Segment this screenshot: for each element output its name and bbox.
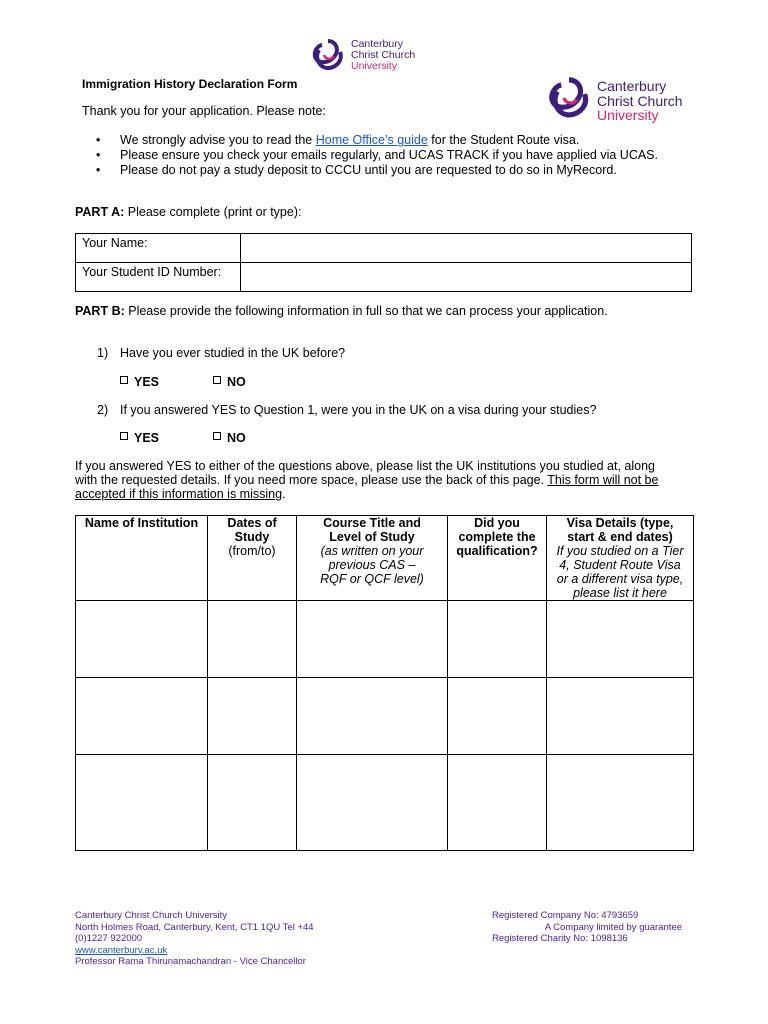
side-logo bbox=[545, 76, 695, 122]
qualification-cell[interactable] bbox=[448, 601, 547, 678]
header-completed-qualification: Did you complete the qualification? bbox=[448, 516, 547, 601]
website-link[interactable]: www.canterbury.ac.uk bbox=[75, 944, 168, 956]
table-row bbox=[76, 755, 694, 851]
header-visa-details: Visa Details (type, start & end dates) If you studied on a Tier 4, Student Route Visa or a different visa type, please list it here bbox=[547, 516, 694, 601]
qualification-cell[interactable] bbox=[448, 678, 547, 755]
list-item: • Please do not pay a study deposit to CCCU until you are requested to do so in MyRecord. bbox=[96, 163, 617, 177]
your-name-label: Your Name: bbox=[76, 234, 241, 263]
checkbox-icon[interactable] bbox=[213, 432, 221, 440]
header-name-of-institution: Name of Institution bbox=[76, 516, 208, 601]
q1-no-option[interactable]: NO bbox=[213, 375, 246, 389]
table-row bbox=[76, 678, 694, 755]
checkbox-icon[interactable] bbox=[213, 376, 221, 384]
logo-line-2: Christ Church bbox=[597, 92, 683, 109]
home-office-guide-link[interactable]: Home Office’s guide bbox=[315, 133, 428, 147]
student-id-label: Your Student ID Number: bbox=[76, 263, 241, 292]
part-a-heading: PART A: Please complete (print or type): bbox=[75, 205, 302, 219]
q2-no-option[interactable]: NO bbox=[213, 431, 246, 445]
study-history-table bbox=[75, 515, 694, 851]
checkbox-icon[interactable] bbox=[120, 376, 128, 384]
question-2: 2) If you answered YES to Question 1, were you in the UK on a visa during your studies? bbox=[97, 403, 597, 417]
university-crest-icon bbox=[545, 76, 593, 120]
footer-left: Canterbury Christ Church University North Holmes Road, Canterbury, Kent, CT1 1QU Tel +44 (0)1227 922000 www.canterbury.ac.uk Professor Rama Thirunamachandran - Vice Chancellor bbox=[75, 910, 314, 967]
qualification-cell[interactable] bbox=[448, 755, 547, 851]
q2-yes-option[interactable]: YES bbox=[120, 431, 159, 445]
header-logo bbox=[310, 38, 430, 74]
table-row bbox=[76, 601, 694, 678]
footer-right: Registered Company No: 4793659 A Company limited by guarantee Registered Charity No: 1098136 bbox=[492, 910, 682, 944]
checkbox-icon[interactable] bbox=[120, 432, 128, 440]
logo-line-3: University bbox=[597, 107, 659, 124]
university-crest-icon bbox=[310, 38, 346, 72]
header-dates-of-study: Dates of Study (from/to) bbox=[208, 516, 297, 601]
part-b-heading: PART B: Please provide the following information in full so that we can process your application. bbox=[75, 304, 608, 318]
table-header-row bbox=[76, 516, 694, 601]
institution-cell[interactable] bbox=[76, 755, 208, 851]
logo-line-1: Canterbury bbox=[597, 78, 667, 94]
student-id-field[interactable] bbox=[241, 263, 692, 292]
intro-text: Thank you for your application. Please note: bbox=[82, 104, 326, 118]
institution-cell[interactable] bbox=[76, 678, 208, 755]
bullet-list bbox=[96, 133, 658, 178]
visa-cell[interactable] bbox=[547, 601, 694, 678]
logo-line-2: Christ Church bbox=[351, 49, 416, 62]
header-course-title: Course Title and Level of Study (as written on your previous CAS – RQF or QCF level) bbox=[297, 516, 448, 601]
list-item: • Please ensure you check your emails regularly, and UCAS TRACK if you have applied via UCAS. bbox=[96, 148, 658, 162]
q1-yes-option[interactable]: YES bbox=[120, 375, 159, 389]
dates-cell[interactable] bbox=[208, 755, 297, 851]
visa-cell[interactable] bbox=[547, 755, 694, 851]
list-item: • We strongly advise you to read the Home Office’s guide for the Student Route visa. bbox=[96, 133, 580, 147]
institution-cell[interactable] bbox=[76, 601, 208, 678]
course-cell[interactable] bbox=[297, 678, 448, 755]
dates-cell[interactable] bbox=[208, 678, 297, 755]
question-1: 1) Have you ever studied in the UK before? bbox=[97, 346, 346, 360]
course-cell[interactable] bbox=[297, 601, 448, 678]
logo-line-3: University bbox=[351, 60, 398, 73]
your-name-field[interactable] bbox=[241, 234, 692, 263]
form-title: Immigration History Declaration Form bbox=[82, 77, 298, 91]
dates-cell[interactable] bbox=[208, 601, 297, 678]
instructions-text: If you answered YES to either of the questions above, please list the UK institutions you studied at, along with the requested details. If you need more space, please use the back of this page. This form will not be accepted if this information is missing. bbox=[75, 459, 659, 501]
personal-details-table bbox=[75, 233, 692, 292]
logo-line-1: Canterbury bbox=[351, 38, 403, 50]
visa-cell[interactable] bbox=[547, 678, 694, 755]
course-cell[interactable] bbox=[297, 755, 448, 851]
